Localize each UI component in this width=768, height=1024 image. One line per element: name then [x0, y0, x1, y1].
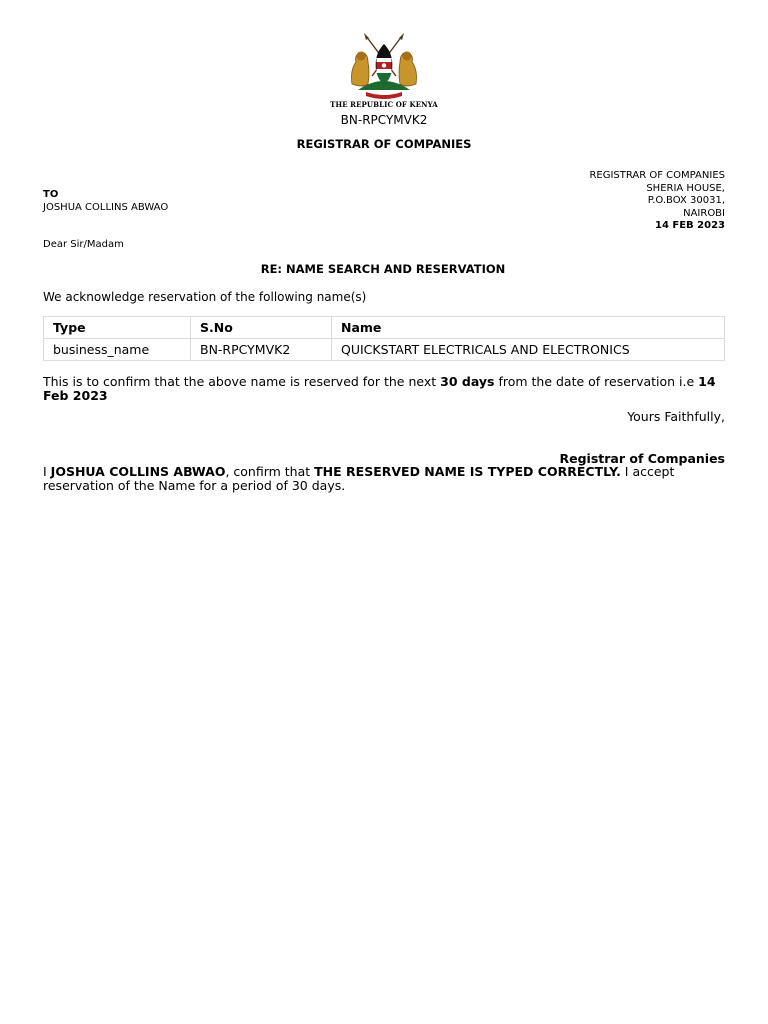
cell-sno: BN-RPCYMVK2	[191, 339, 332, 361]
cell-type: business_name	[44, 339, 191, 361]
kenya-coat-of-arms-icon	[344, 32, 424, 100]
recipient-name: JOSHUA COLLINS ABWAO	[43, 202, 169, 213]
to-label: TO	[43, 189, 59, 200]
address-line-3: P.O.BOX 30031,	[647, 195, 725, 206]
letter-heading: REGISTRAR OF COMPANIES	[296, 137, 472, 151]
address-line-4: NAIROBI	[683, 207, 725, 219]
acceptance-statement: THE RESERVED NAME IS TYPED CORRECTLY.	[314, 464, 621, 479]
reservation-period: 30 days	[440, 374, 495, 389]
letter-date: 14 FEB 2023	[655, 220, 725, 231]
subject-line: RE: NAME SEARCH AND RESERVATION	[260, 262, 506, 276]
acceptance-name: JOSHUA COLLINS ABWAO	[50, 464, 226, 479]
cell-name: QUICKSTART ELECTRICALS AND ELECTRONICS	[332, 339, 725, 361]
acceptance-suffix: I accept reservation of the Name for a period of 30 days.	[43, 464, 675, 493]
confirmation-paragraph	[43, 375, 725, 403]
confirmation-prefix: This is to confirm that the above name is reserved for the next	[43, 374, 441, 389]
recipient-block	[43, 188, 168, 214]
column-header-sno: S.No	[191, 317, 332, 339]
signatory: Registrar of Companies	[559, 451, 725, 466]
closing-line: Yours Faithfully,	[627, 409, 725, 424]
reservation-date: 14 Feb 2023	[43, 374, 716, 403]
acknowledgement-text: We acknowledge reservation of the following name(s)	[43, 290, 367, 304]
sender-address	[589, 170, 725, 233]
acceptance-middle: , confirm that	[225, 464, 315, 479]
table-row	[44, 339, 725, 361]
reference-number: BN-RPCYMVK2	[340, 113, 428, 127]
acceptance-prefix: I	[43, 464, 51, 479]
reservation-table	[43, 316, 725, 361]
republic-label: THE REPUBLIC OF KENYA	[330, 100, 438, 109]
salutation: Dear Sir/Madam	[43, 239, 124, 250]
table-header-row	[44, 317, 725, 339]
address-line-1: REGISTRAR OF COMPANIES	[589, 170, 725, 181]
confirmation-middle: from the date of reservation i.e	[494, 374, 699, 389]
address-line-2: SHERIA HOUSE,	[646, 182, 725, 194]
column-header-name: Name	[332, 317, 725, 339]
column-header-type: Type	[44, 317, 191, 339]
acceptance-paragraph	[43, 465, 725, 493]
